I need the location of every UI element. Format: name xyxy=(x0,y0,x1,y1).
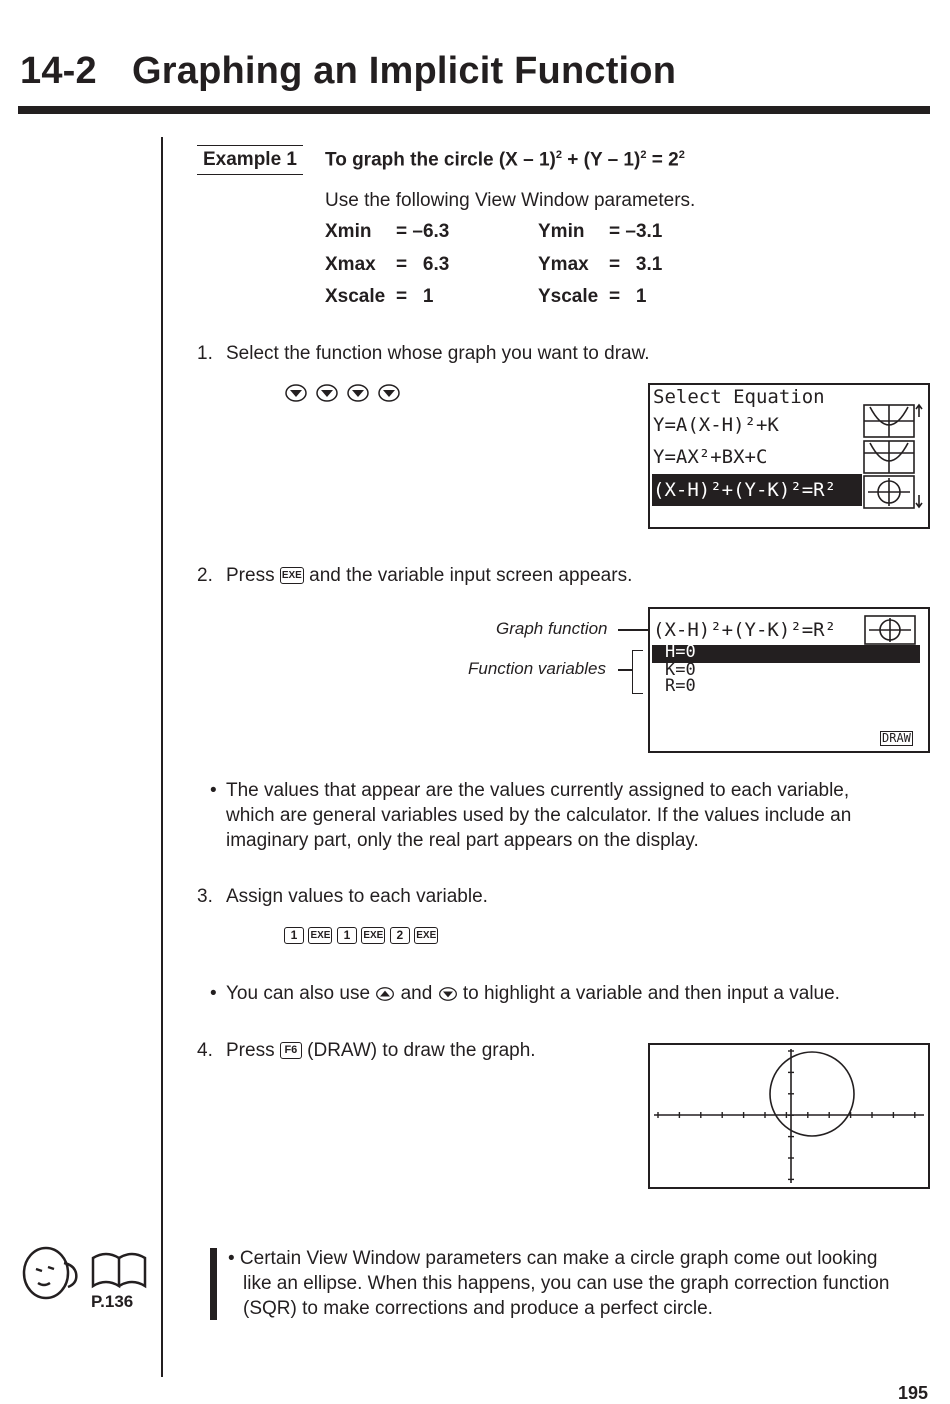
variables-bracket xyxy=(632,650,643,694)
note-line-3: (SQR) to make corrections and produce a perfect circle. xyxy=(243,1298,713,1319)
exe-key-icon: EXE xyxy=(414,927,438,944)
step-2-number: 2. xyxy=(197,565,213,586)
equation-row-3[interactable]: (X-H)²+(Y-K)²=R² xyxy=(653,479,837,501)
select-equation-screen xyxy=(648,383,930,529)
key-2-icon: 2 xyxy=(390,927,410,944)
title-rule xyxy=(18,106,930,114)
step-3-number: 3. xyxy=(197,886,213,907)
graph-type-icons xyxy=(862,403,926,509)
screen-function: (X-H)²+(Y-K)²=R² xyxy=(653,619,837,641)
up-arrow-icon xyxy=(375,986,395,1002)
section-title: Graphing an Implicit Function xyxy=(132,50,677,92)
exe-key-icon: EXE xyxy=(308,927,332,944)
book-icon xyxy=(90,1250,148,1295)
step-4-number: 4. xyxy=(197,1040,213,1061)
key-1-icon: 1 xyxy=(284,927,304,944)
param-yscale-value: = 1 xyxy=(609,286,647,307)
page-reference: P.136 xyxy=(91,1292,134,1311)
exe-key-icon: EXE xyxy=(280,567,304,584)
bullet-1-dot: • xyxy=(210,780,217,801)
param-xscale-label: Xscale xyxy=(325,286,386,307)
param-xmax-value: = 6.3 xyxy=(396,254,450,275)
example-label: Example 1 xyxy=(197,145,303,175)
down-arrow-icon xyxy=(284,383,404,403)
down-arrow-icon xyxy=(438,986,458,1002)
param-xmin-label: Xmin xyxy=(325,221,372,242)
note-bar xyxy=(210,1248,217,1320)
variable-r[interactable]: R=0 xyxy=(665,676,696,696)
param-ymax-label: Ymax xyxy=(538,254,589,275)
step-1-number: 1. xyxy=(197,343,213,364)
step-3-text: Assign values to each variable. xyxy=(226,886,488,907)
label-function-variables: Function variables xyxy=(468,659,606,678)
leader-line-graph-function xyxy=(618,629,650,631)
bullet-2-dot: • xyxy=(210,983,217,1004)
variable-input-screen xyxy=(648,607,930,753)
f6-key-icon: F6 xyxy=(280,1042,302,1059)
margin-rule xyxy=(161,137,163,1377)
param-xmax-label: Xmax xyxy=(325,254,376,275)
step-2-text: Press EXE and the variable input screen appears. xyxy=(226,565,633,586)
hint-face-icon xyxy=(20,1245,84,1306)
down-arrow-keys xyxy=(284,383,404,408)
note-line-1: • Certain View Window parameters can make a circle graph come out looking xyxy=(228,1248,878,1269)
circle-graph xyxy=(650,1045,928,1187)
bullet-2-text: You can also use and to highlight a variable and then input a value. xyxy=(226,983,840,1004)
step-4-text: Press F6 (DRAW) to draw the graph. xyxy=(226,1040,536,1061)
circle-curve xyxy=(770,1052,854,1136)
variable-h[interactable]: H=0 xyxy=(665,642,696,662)
equation-row-2[interactable]: Y=AX²+BX+C xyxy=(653,446,768,468)
equation-row-1[interactable]: Y=A(X-H)²+K xyxy=(653,414,779,436)
key-sequence xyxy=(284,927,438,945)
circle-graph-icon xyxy=(863,614,918,646)
note-line-2: like an ellipse. When this happens, you can use the graph correction function xyxy=(243,1273,890,1294)
step-1-text: Select the function whose graph you want to draw. xyxy=(226,343,650,364)
draw-menu-button[interactable]: DRAW xyxy=(882,731,911,745)
example-title: To graph the circle $(X - 1)^2 + (Y - 1)^2 = 2^2$ xyxy=(325,149,685,171)
param-ymax-value: = 3.1 xyxy=(609,254,663,275)
variable-k[interactable]: K=0 xyxy=(665,660,696,680)
param-yscale-label: Yscale xyxy=(538,286,599,307)
label-graph-function: Graph function xyxy=(496,619,608,638)
screen-title: Select Equation xyxy=(653,386,825,408)
param-xmin-value: = –6.3 xyxy=(396,221,450,242)
bullet-1-line-3: imaginary part, only the real part appears on the display. xyxy=(226,830,699,851)
param-ymin-value: = –3.1 xyxy=(609,221,663,242)
section-number: 14-2 xyxy=(20,50,97,92)
exe-key-icon: EXE xyxy=(361,927,385,944)
page-title xyxy=(20,50,676,93)
bullet-1-line-2: which are general variables used by the calculator. If the values include an xyxy=(226,805,852,826)
page-number: 195 xyxy=(897,1383,928,1403)
leader-line-variables xyxy=(618,669,632,671)
graph-screen xyxy=(648,1043,930,1189)
param-xscale-value: = 1 xyxy=(396,286,434,307)
param-ymin-label: Ymin xyxy=(538,221,585,242)
bullet-1-line-1: The values that appear are the values currently assigned to each variable, xyxy=(226,780,850,801)
key-1-icon: 1 xyxy=(337,927,357,944)
example-intro: Use the following View Window parameters. xyxy=(325,190,696,211)
